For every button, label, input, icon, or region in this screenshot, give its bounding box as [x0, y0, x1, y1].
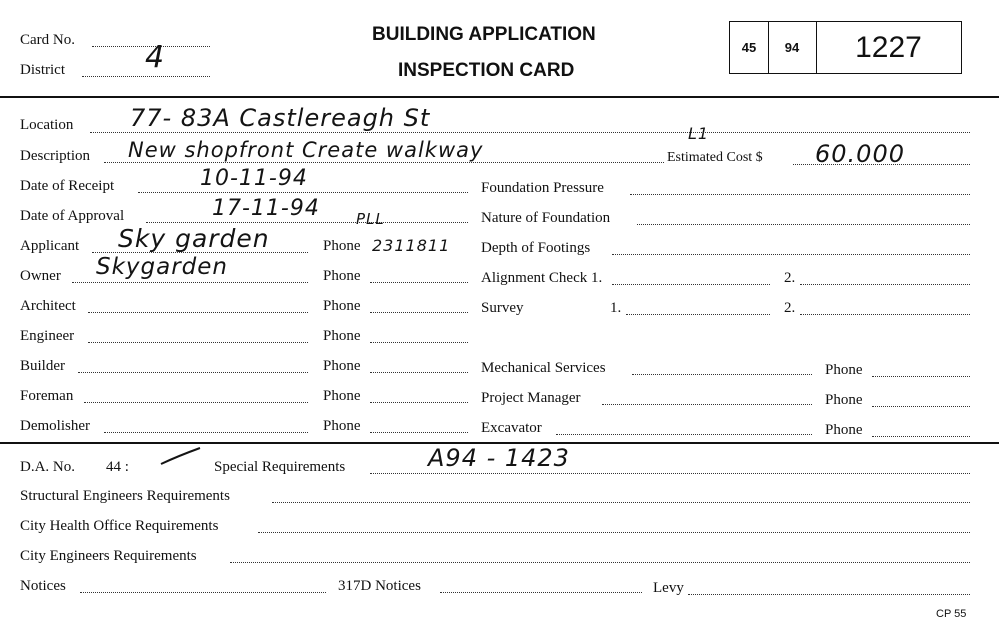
architect-label: Architect — [20, 298, 76, 314]
engineer-label: Engineer — [20, 328, 75, 344]
applicant-label: Applicant — [20, 238, 80, 254]
date-receipt-label: Date of Receipt — [20, 178, 115, 194]
owner-phone-label: Phone — [323, 268, 361, 284]
levy-label: Levy — [653, 580, 684, 596]
card-number-box — [729, 21, 962, 74]
foreman-label: Foreman — [20, 388, 74, 404]
survey-label: Survey — [481, 300, 524, 316]
date-approval-field[interactable] — [146, 222, 468, 223]
mechanical-phone-field[interactable] — [872, 376, 970, 377]
foreman-phone-label: Phone — [323, 388, 361, 404]
engineer-field[interactable] — [88, 342, 308, 343]
alignment-label: Alignment Check 1. — [481, 270, 603, 286]
notices-317d-field[interactable] — [440, 592, 642, 593]
special-requirements-value: A94 - 1423 — [428, 444, 570, 472]
description-field[interactable] — [104, 162, 664, 163]
city-engineers-label: City Engineers Requirements — [20, 548, 197, 564]
structural-field[interactable] — [272, 502, 970, 503]
estimated-cost-value: 60.000 — [815, 140, 905, 168]
form-code: CP 55 — [936, 608, 967, 620]
date-receipt-value: 10-11-94 — [200, 166, 308, 191]
city-engineers-field[interactable] — [230, 562, 970, 563]
depth-footings-label: Depth of Footings — [481, 240, 591, 256]
district-value: 4 — [145, 40, 166, 75]
date-approval-label: Date of Approval — [20, 208, 125, 224]
mechanical-label: Mechanical Services — [481, 360, 606, 376]
alignment-2-label: 2. — [784, 270, 796, 286]
owner-field[interactable] — [72, 282, 308, 283]
architect-phone-label: Phone — [323, 298, 361, 314]
notices-field[interactable] — [80, 592, 326, 593]
location-value: 77- 83A Castlereagh St — [130, 104, 431, 132]
excavator-label: Excavator — [481, 420, 542, 436]
description-label: Description — [20, 148, 90, 164]
box-code1: 45 — [730, 22, 769, 73]
applicant-value: Sky garden — [118, 224, 270, 253]
excavator-field[interactable] — [556, 434, 812, 435]
demolisher-field[interactable] — [104, 432, 308, 433]
district-field[interactable] — [82, 76, 210, 77]
engineer-phone-label: Phone — [323, 328, 361, 344]
da-label: D.A. No. — [20, 459, 75, 475]
location-field[interactable] — [90, 132, 970, 133]
special-requirements-label: Special Requirements — [214, 459, 346, 475]
builder-label: Builder — [20, 358, 65, 374]
survey-1-label: 1. — [610, 300, 622, 316]
header-divider — [0, 96, 999, 98]
description-value: New shopfront Create walkway — [128, 138, 484, 162]
survey-1-field[interactable] — [626, 314, 770, 315]
special-requirements-field[interactable] — [370, 473, 970, 474]
location-label: Location — [20, 117, 74, 133]
project-manager-phone-field[interactable] — [872, 406, 970, 407]
builder-field[interactable] — [78, 372, 308, 373]
builder-phone-field[interactable] — [370, 372, 468, 373]
date-receipt-field[interactable] — [138, 192, 468, 193]
survey-2-label: 2. — [784, 300, 796, 316]
nature-foundation-field[interactable] — [637, 224, 970, 225]
estimated-cost-label: Estimated Cost $ — [667, 150, 763, 165]
depth-footings-field[interactable] — [612, 254, 970, 255]
architect-field[interactable] — [88, 312, 308, 313]
demolisher-label: Demolisher — [20, 418, 90, 434]
owner-phone-field[interactable] — [370, 282, 468, 283]
district-label: District — [20, 62, 65, 78]
foundation-pressure-field[interactable] — [630, 194, 970, 195]
applicant-phone-label: Phone — [323, 238, 361, 254]
alignment-1-field[interactable] — [612, 284, 770, 285]
date-approval-initials: PLL — [356, 210, 385, 228]
project-manager-label: Project Manager — [481, 390, 581, 406]
project-manager-field[interactable] — [602, 404, 812, 405]
box-code2: 94 — [768, 22, 817, 73]
card-title-line2: INSPECTION CARD — [398, 60, 575, 81]
mechanical-field[interactable] — [632, 374, 812, 375]
engineer-phone-field[interactable] — [370, 342, 468, 343]
project-manager-phone-label: Phone — [825, 392, 863, 408]
survey-2-field[interactable] — [800, 314, 970, 315]
owner-label: Owner — [20, 268, 61, 284]
notices-317d-label: 317D Notices — [338, 578, 421, 594]
health-label: City Health Office Requirements — [20, 518, 219, 534]
da-handwritten-stroke — [158, 444, 204, 468]
card-number: 1227 — [855, 30, 922, 64]
health-field[interactable] — [258, 532, 970, 533]
excavator-phone-label: Phone — [825, 422, 863, 438]
mechanical-phone-label: Phone — [825, 362, 863, 378]
da-number: 44 : — [106, 459, 129, 475]
nature-foundation-label: Nature of Foundation — [481, 210, 611, 226]
levy-field[interactable] — [688, 594, 970, 595]
applicant-phone-value: 2311811 — [372, 236, 451, 255]
demolisher-phone-field[interactable] — [370, 432, 468, 433]
structural-label: Structural Engineers Requirements — [20, 488, 230, 504]
description-superscript: L1 — [688, 124, 710, 143]
demolisher-phone-label: Phone — [323, 418, 361, 434]
owner-value: Skygarden — [96, 254, 229, 280]
alignment-2-field[interactable] — [800, 284, 970, 285]
date-approval-value: 17-11-94 — [212, 196, 320, 221]
builder-phone-label: Phone — [323, 358, 361, 374]
foundation-pressure-label: Foundation Pressure — [481, 180, 604, 196]
excavator-phone-field[interactable] — [872, 436, 970, 437]
card-no-label: Card No. — [20, 32, 75, 48]
card-title-line1: BUILDING APPLICATION — [372, 24, 596, 45]
foreman-phone-field[interactable] — [370, 402, 468, 403]
architect-phone-field[interactable] — [370, 312, 468, 313]
foreman-field[interactable] — [84, 402, 308, 403]
notices-label: Notices — [20, 578, 66, 594]
